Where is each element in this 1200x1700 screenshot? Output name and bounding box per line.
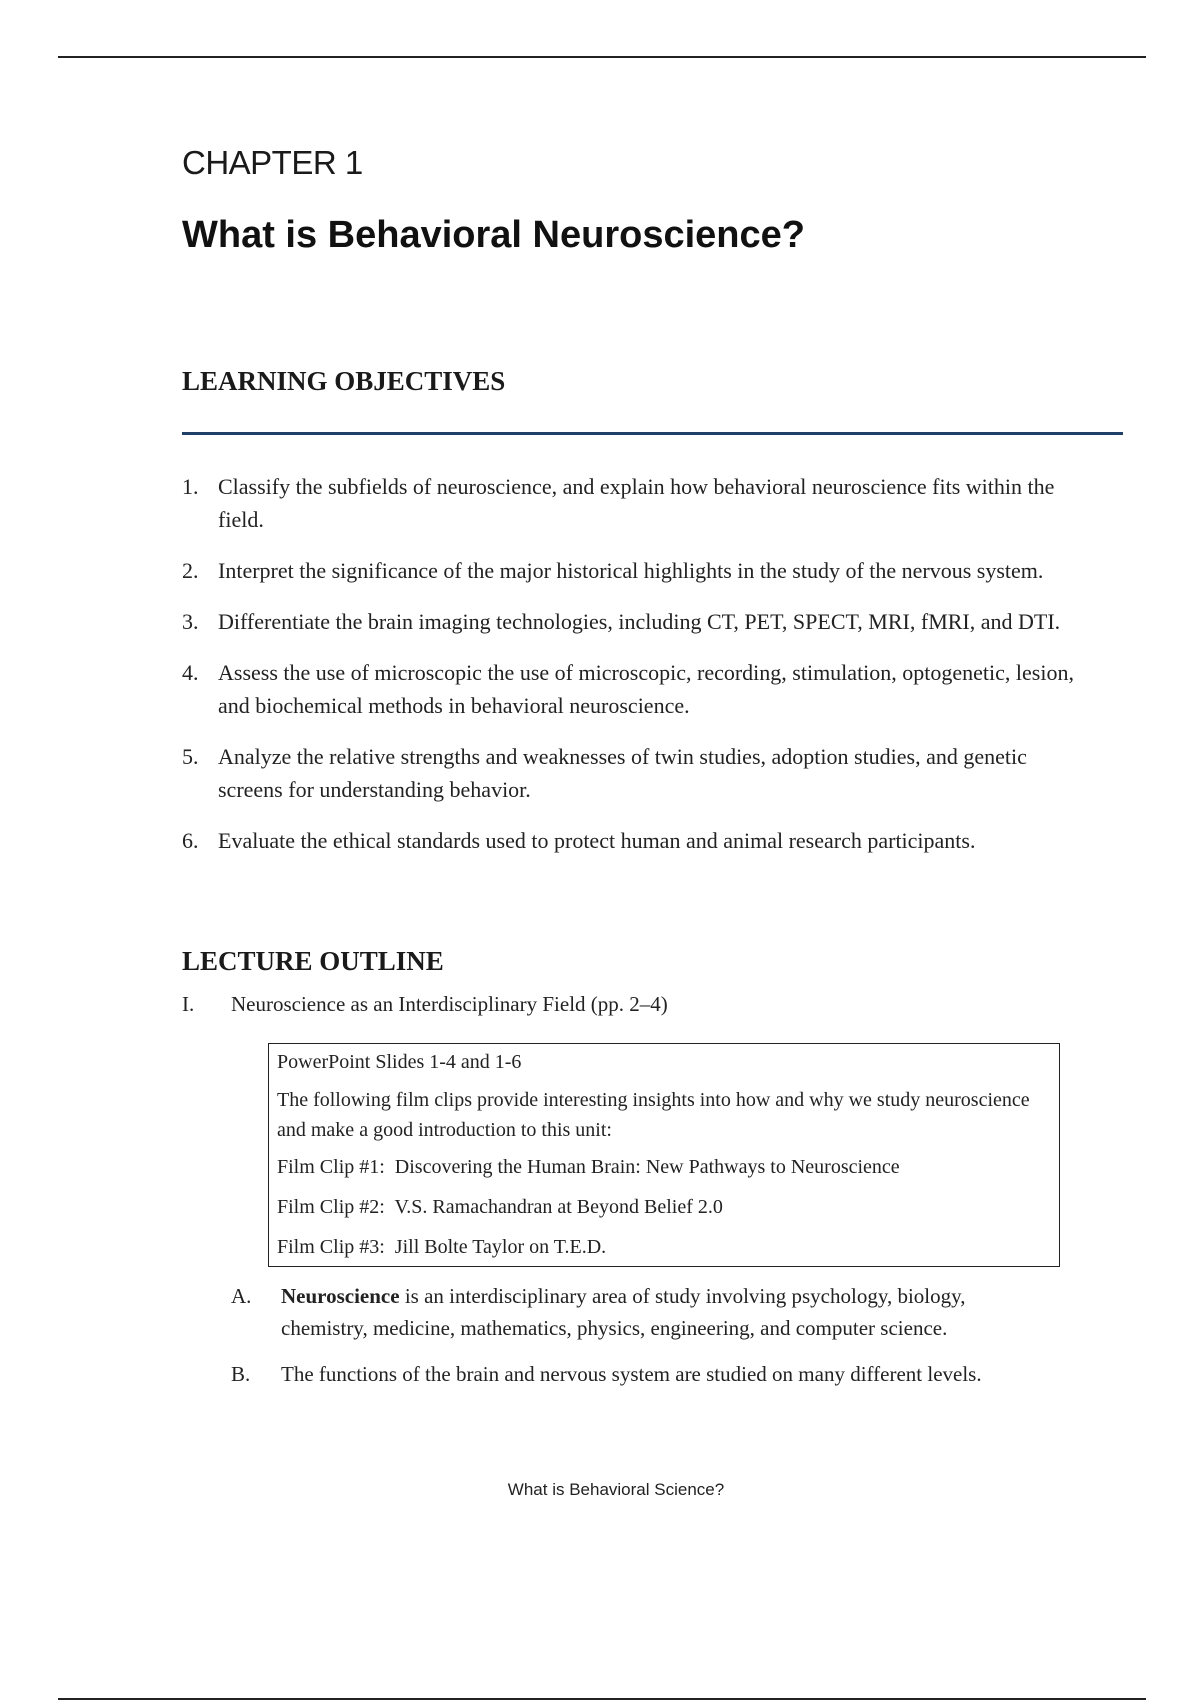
objective-item (182, 605, 1082, 638)
outline-subitem-b (231, 1358, 1031, 1390)
chapter-title: What is Behavioral Neuroscience? (182, 214, 805, 256)
objective-number: 5. (182, 744, 199, 769)
subitem-body (231, 1280, 1031, 1344)
objective-number: 3. (182, 609, 199, 634)
objective-item (182, 824, 1082, 857)
subitem-letter: B. (231, 1362, 251, 1386)
outline-subitem-a (231, 1280, 1031, 1344)
subitem-text: is an interdisciplinary area of study involving psychology, biology, chemistry, medicine, mathematics, physics, engineering, and computer science. (281, 1284, 966, 1340)
learning-objectives-list (182, 470, 1082, 875)
objective-number: 2. (182, 558, 199, 583)
key-term: Neuroscience (281, 1284, 400, 1308)
film-clip-item: Film Clip #3: Jill Bolte Taylor on T.E.D. (277, 1236, 607, 1258)
objective-item (182, 656, 1082, 722)
film-clips-box (268, 1043, 1060, 1267)
film-clip-item: Film Clip #2: V.S. Ramachandran at Beyond Belief 2.0 (277, 1196, 723, 1218)
objective-item (182, 470, 1082, 536)
objective-text: Analyze the relative strengths and weaknesses of twin studies, adoption studies, and genetic screens for understanding behavior. (218, 744, 1027, 802)
objective-text: Interpret the significance of the major historical highlights in the study of the nervous system. (218, 558, 1044, 583)
outline-section-title: Neuroscience as an Interdisciplinary Field (pp. 2–4) (231, 992, 668, 1016)
objective-text: Classify the subfields of neuroscience, and explain how behavioral neuroscience fits within the field. (218, 474, 1055, 532)
powerpoint-slides-note: PowerPoint Slides 1-4 and 1-6 (277, 1051, 522, 1073)
page-footer: What is Behavioral Science? (507, 1480, 725, 1499)
objective-text: Assess the use of microscopic the use of microscopic, recording, stimulation, optogenetic, lesion, and biochemical methods in behavioral neuroscience. (218, 660, 1074, 718)
chapter-label: CHAPTER 1 (182, 144, 363, 181)
section-divider (182, 432, 1123, 435)
top-rule (58, 56, 1146, 58)
objective-item (182, 740, 1082, 806)
objective-text: Evaluate the ethical standards used to protect human and animal research participants. (218, 828, 976, 853)
subitem-letter: A. (231, 1284, 252, 1308)
objective-number: 1. (182, 474, 199, 499)
objective-number: 6. (182, 828, 199, 853)
objective-text: Differentiate the brain imaging technologies, including CT, PET, SPECT, MRI, fMRI, and DTI. (218, 609, 1061, 634)
subitem-text: The functions of the brain and nervous system are studied on many different levels. (281, 1362, 982, 1386)
objective-number: 4. (182, 660, 199, 685)
film-clips-intro: The following film clips provide interesting insights into how and why we study neuroscience and make a good introduction to this unit: (277, 1089, 1030, 1141)
objective-item (182, 554, 1082, 587)
outline-numeral: I. (182, 992, 195, 1016)
lecture-outline-heading: LECTURE OUTLINE (182, 946, 444, 976)
learning-objectives-heading: LEARNING OBJECTIVES (182, 366, 506, 396)
film-clip-item: Film Clip #1: Discovering the Human Brain: New Pathways to Neuroscience (277, 1156, 900, 1178)
